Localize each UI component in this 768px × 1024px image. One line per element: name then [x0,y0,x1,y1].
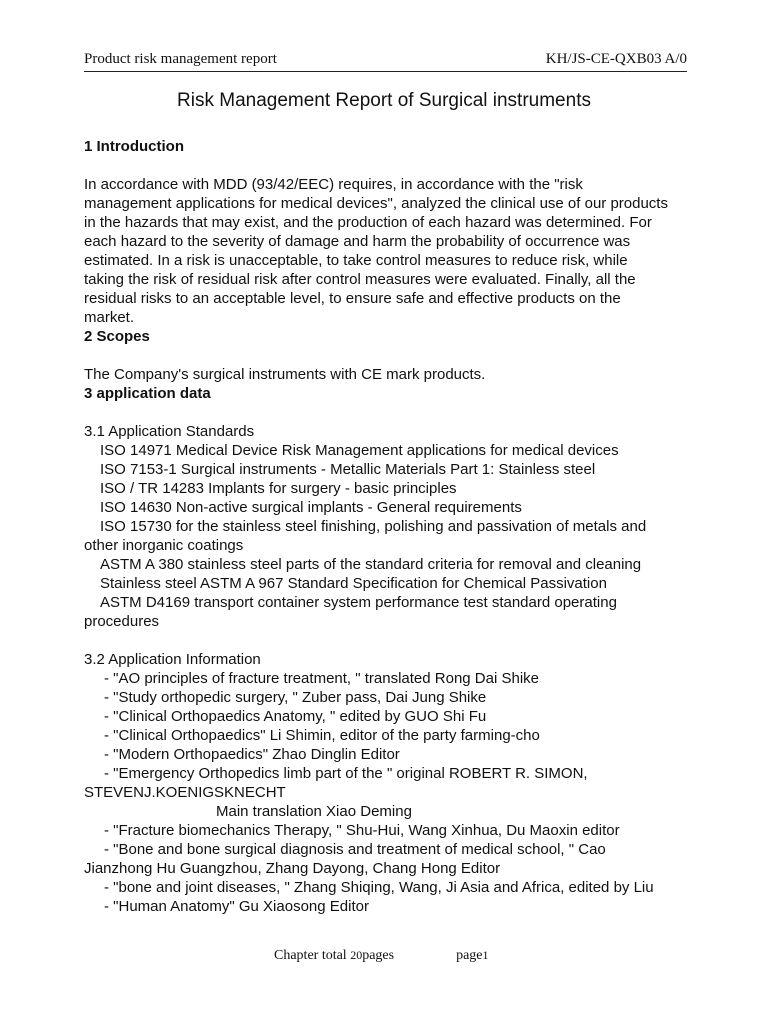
footer-page-prefix: page [456,948,483,963]
paragraph-line: In accordance with MDD (93/42/EEC) requires, in accordance with the "risk [84,176,583,193]
standard-item: ISO 14971 Medical Device Risk Management applications for medical devices [100,442,619,459]
paragraph-line: residual risks to an acceptable level, to ensure safe and effective products on the [84,290,621,307]
reference-item: - "Clinical Orthopaedics" Li Shimin, editor of the party farming-cho [104,727,540,744]
page-footer [274,946,489,965]
paragraph-line: in the hazards that may exist, and the production of each hazard was determined. For [84,214,652,231]
footer-total-suffix: pages [362,948,395,963]
spacer [84,403,684,422]
reference-item-continued: Jianzhong Hu Guangzhou, Zhang Dayong, Chang Hong Editor [84,860,501,877]
section-2-heading: 2 Scopes [84,328,150,345]
section-3-2-heading: 3.2 Application Information [84,651,261,668]
standard-item: ISO / TR 14283 Implants for surgery - basic principles [100,480,457,497]
footer-page-number: 1 [482,948,489,962]
standard-item: Stainless steel ASTM A 967 Standard Specification for Chemical Passivation [100,575,607,592]
header-report-name: Product risk management report [84,51,277,67]
reference-item: - "AO principles of fracture treatment, " translated Rong Dai Shike [104,670,540,687]
document-title: Risk Management Report of Surgical instruments [177,90,591,111]
paragraph-line: estimated. In a risk is unacceptable, to take control measures to reduce risk, while [84,252,628,269]
document-body [84,137,684,916]
reference-item: - "Fracture biomechanics Therapy, " Shu-Hui, Wang Xinhua, Du Maoxin editor [104,822,620,839]
section-2-text: The Company's surgical instruments with CE mark products. [84,366,486,383]
paragraph-line: market. [84,309,135,326]
standard-item-continued: procedures [84,613,160,630]
standard-item-continued: other inorganic coatings [84,537,244,554]
footer-total-count: 20 [350,948,363,962]
spacer [84,346,684,365]
paragraph-line: taking the risk of residual risk after control measures were evaluated. Finally, all the [84,271,636,288]
header-document-code: KH/JS-CE-QXB03 A/0 [545,51,687,67]
reference-item: - "Human Anatomy" Gu Xiaosong Editor [104,898,369,915]
reference-item-continued: STEVENJ.KOENIGSKNECHT [84,784,286,801]
section-3-1-heading: 3.1 Application Standards [84,423,255,440]
spacer [84,156,684,175]
footer-total-prefix: Chapter total [274,948,351,963]
reference-item: - "Bone and bone surgical diagnosis and treatment of medical school, " Cao [104,841,606,858]
page-header [84,50,687,72]
standard-item: ISO 7153-1 Surgical instruments - Metallic Materials Part 1: Stainless steel [100,461,596,478]
standard-item: ASTM D4169 transport container system performance test standard operating [100,594,617,611]
paragraph-line: each hazard to the severity of damage and harm the probability of occurrence was [84,233,631,250]
paragraph-line: management applications for medical devices", analyzed the clinical use of our products [84,195,668,212]
standard-item: ISO 15730 for the stainless steel finishing, polishing and passivation of metals and [100,518,647,535]
reference-item: - "Study orthopedic surgery, " Zuber pass, Dai Jung Shike [104,689,487,706]
reference-item: - "Clinical Orthopaedics Anatomy, " edited by GUO Shi Fu [104,708,487,725]
section-3-heading: 3 application data [84,385,211,402]
section-1-heading: 1 Introduction [84,138,184,155]
reference-item: - "Emergency Orthopedics limb part of the " original ROBERT R. SIMON, [104,765,588,782]
spacer [84,631,684,650]
standard-item: ASTM A 380 stainless steel parts of the standard criteria for removal and cleaning [100,556,642,573]
reference-item: - "bone and joint diseases, " Zhang Shiqing, Wang, Ji Asia and Africa, edited by Liu [104,879,654,896]
section-1-paragraph [84,175,684,327]
reference-item-translator: Main translation Xiao Deming [216,803,412,820]
reference-item: - "Modern Orthopaedics" Zhao Dinglin Editor [104,746,400,763]
standard-item: ISO 14630 Non-active surgical implants - General requirements [100,499,522,516]
